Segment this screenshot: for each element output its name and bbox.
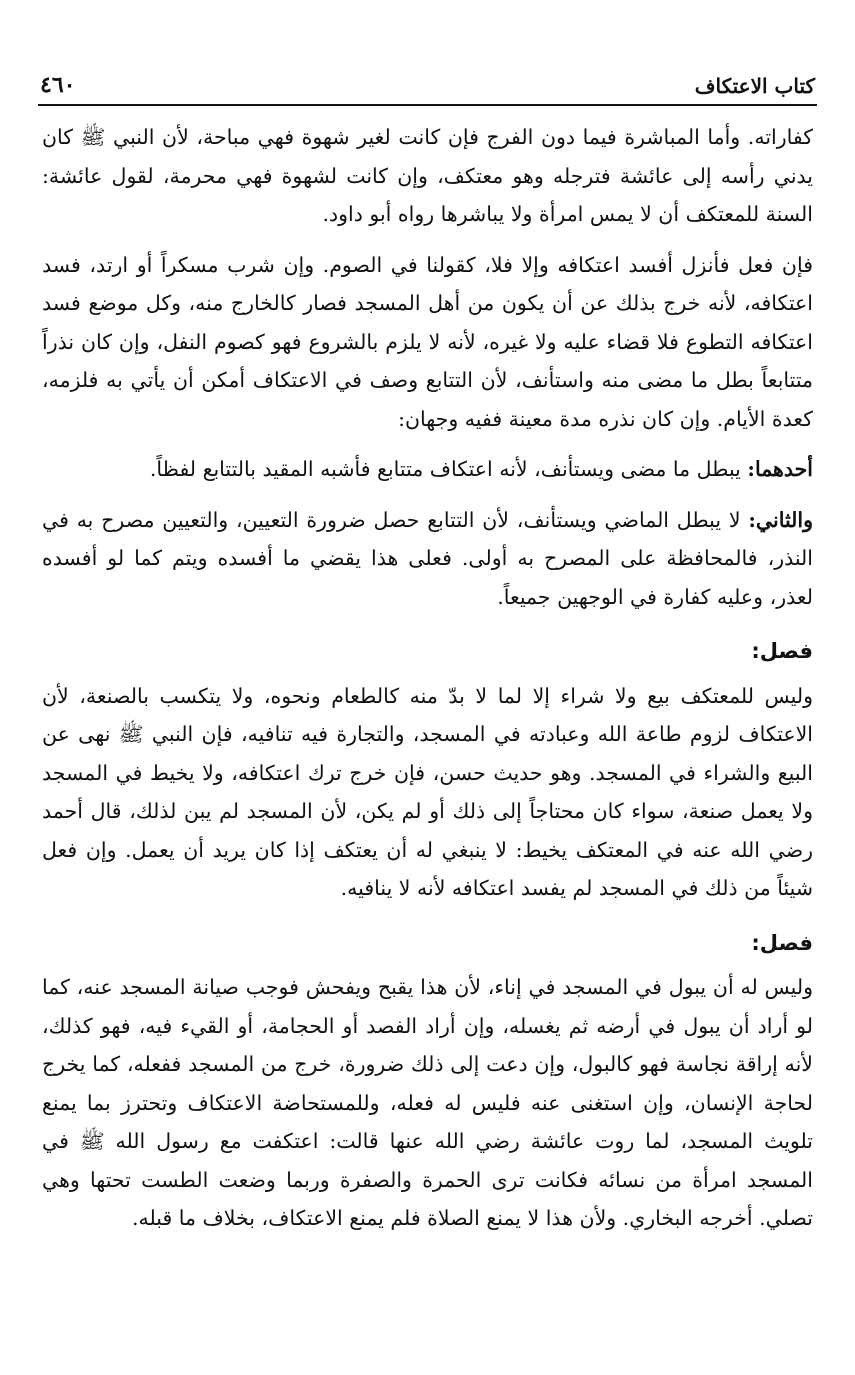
first-view-text: يبطل ما مضى ويستأنف، لأنه اعتكاف متتابع فأشبه المقيد بالتتابع لفظاً. (149, 457, 748, 481)
second-view-lead: والثاني: (748, 507, 813, 532)
section-1-paragraph: وليس للمعتكف بيع ولا شراء إلا لما لا بدّ منه كالطعام ونحوه، ولا يتكسب بالصنعة، لأن الاعتكاف لزوم طاعة الله وعبادته في المسجد، والتجارة فيه تنافيه، فإن النبي ﷺ نهى عن البيع والشراء في المسجد. وهو حديث حسن، فإن خرج ترك اعتكافه، ولا يخيط في المسجد ولا يعمل صنعة، سواء كان محتاجاً إلى ذلك أو لم يكن، لأن المسجد لم يبن لذلك، قال أحمد رضي الله عنه في المعتكف يخيط: لا ينبغي له أن يعتكف إذا كان يريد أن يعمل. وإن فعل شيئاً من ذلك في المسجد لم يفسد اعتكافه لأنه لا ينافيه. (42, 683, 813, 900)
header-rule (38, 104, 817, 106)
section-heading-2: فصل: (751, 930, 813, 955)
paragraph-1: كفاراته. وأما المباشرة فيما دون الفرج فإن كانت لغير شهوة فهي مباحة، لأن النبي ﷺ كان يدني رأسه إلى عائشة فترجله وهو معتكف، وإن كانت لشهوة فهي محرمة، لقول عائشة: السنة للمعتكف أن لا يمس امرأة ولا يباشرها رواه أبو داود. (42, 125, 813, 226)
page-body (42, 118, 813, 1250)
book-title: كتاب الاعتكاف (694, 74, 815, 98)
second-view-text: لا يبطل الماضي ويستأنف، لأن التتابع حصل ضرورة التعيين، والتعيين مصرح به في النذر، فالمحافظة على المصرح به أولى. فعلى هذا يقضي ما أفسده ويتم كما لو أفسده لعذر، وعليه كفارة في الوجهين جميعاً. (42, 507, 813, 609)
second-view-paragraph (42, 501, 813, 617)
first-view-lead: أحدهما: (747, 457, 813, 481)
section-heading-1: فصل: (751, 639, 813, 663)
page-number: ٤٦٠ (40, 72, 76, 98)
paragraph-2: فإن فعل فأنزل أفسد اعتكافه وإلا فلا، كقولنا في الصوم. وإن شرب مسكراً أو ارتد، فسد اعتكافه، لأنه خرج بذلك عن أن يكون من أهل المسجد فصار كالخارج منه، وكل موضع فسد اعتكافه التطوع فلا قضاء عليه ولا غيره، لأنه لا يلزم بالشروع فهو كصوم النفل، وإن كان نذراً متتابعاً بطل ما مضى منه واستأنف، لأن التتابع وصف في الاعتكاف أمكن أن يأتي به فلزمه، كعدة الأيام. وإن كان نذره مدة معينة ففيه وجهان: (42, 252, 814, 431)
section-2-paragraph: وليس له أن يبول في المسجد في إناء، لأن هذا يقبح ويفحش فوجب صيانة المسجد عنه، كما لو أراد أن يبول في أرضه ثم يغسله، وإن أراد الفصد أو الحجامة، أو القيء فيه، فهو كذلك، لأنه إراقة نجاسة فهو كالبول، وإن دعت إلى ذلك ضرورة، خرج من المسجد ففعله، كما يخرج لحاجة الإنسان، وإن استغنى عنه فليس له فعله، وللمستحاضة الاعتكاف وتحترز بما يمنع تلويث المسجد، لما روت عائشة رضي الله عنها قالت: اعتكفت مع رسول الله ﷺ في المسجد امرأة من نسائه فكانت ترى الحمرة والصفرة وربما وضعت الطست تحتها وهي تصلي. أخرجه البخاري. ولأن هذا لا يمنع الصلاة فلم يمنع الاعتكاف، بخلاف ما قبله. (42, 975, 813, 1230)
first-view-paragraph (42, 450, 813, 489)
running-header (40, 58, 815, 98)
